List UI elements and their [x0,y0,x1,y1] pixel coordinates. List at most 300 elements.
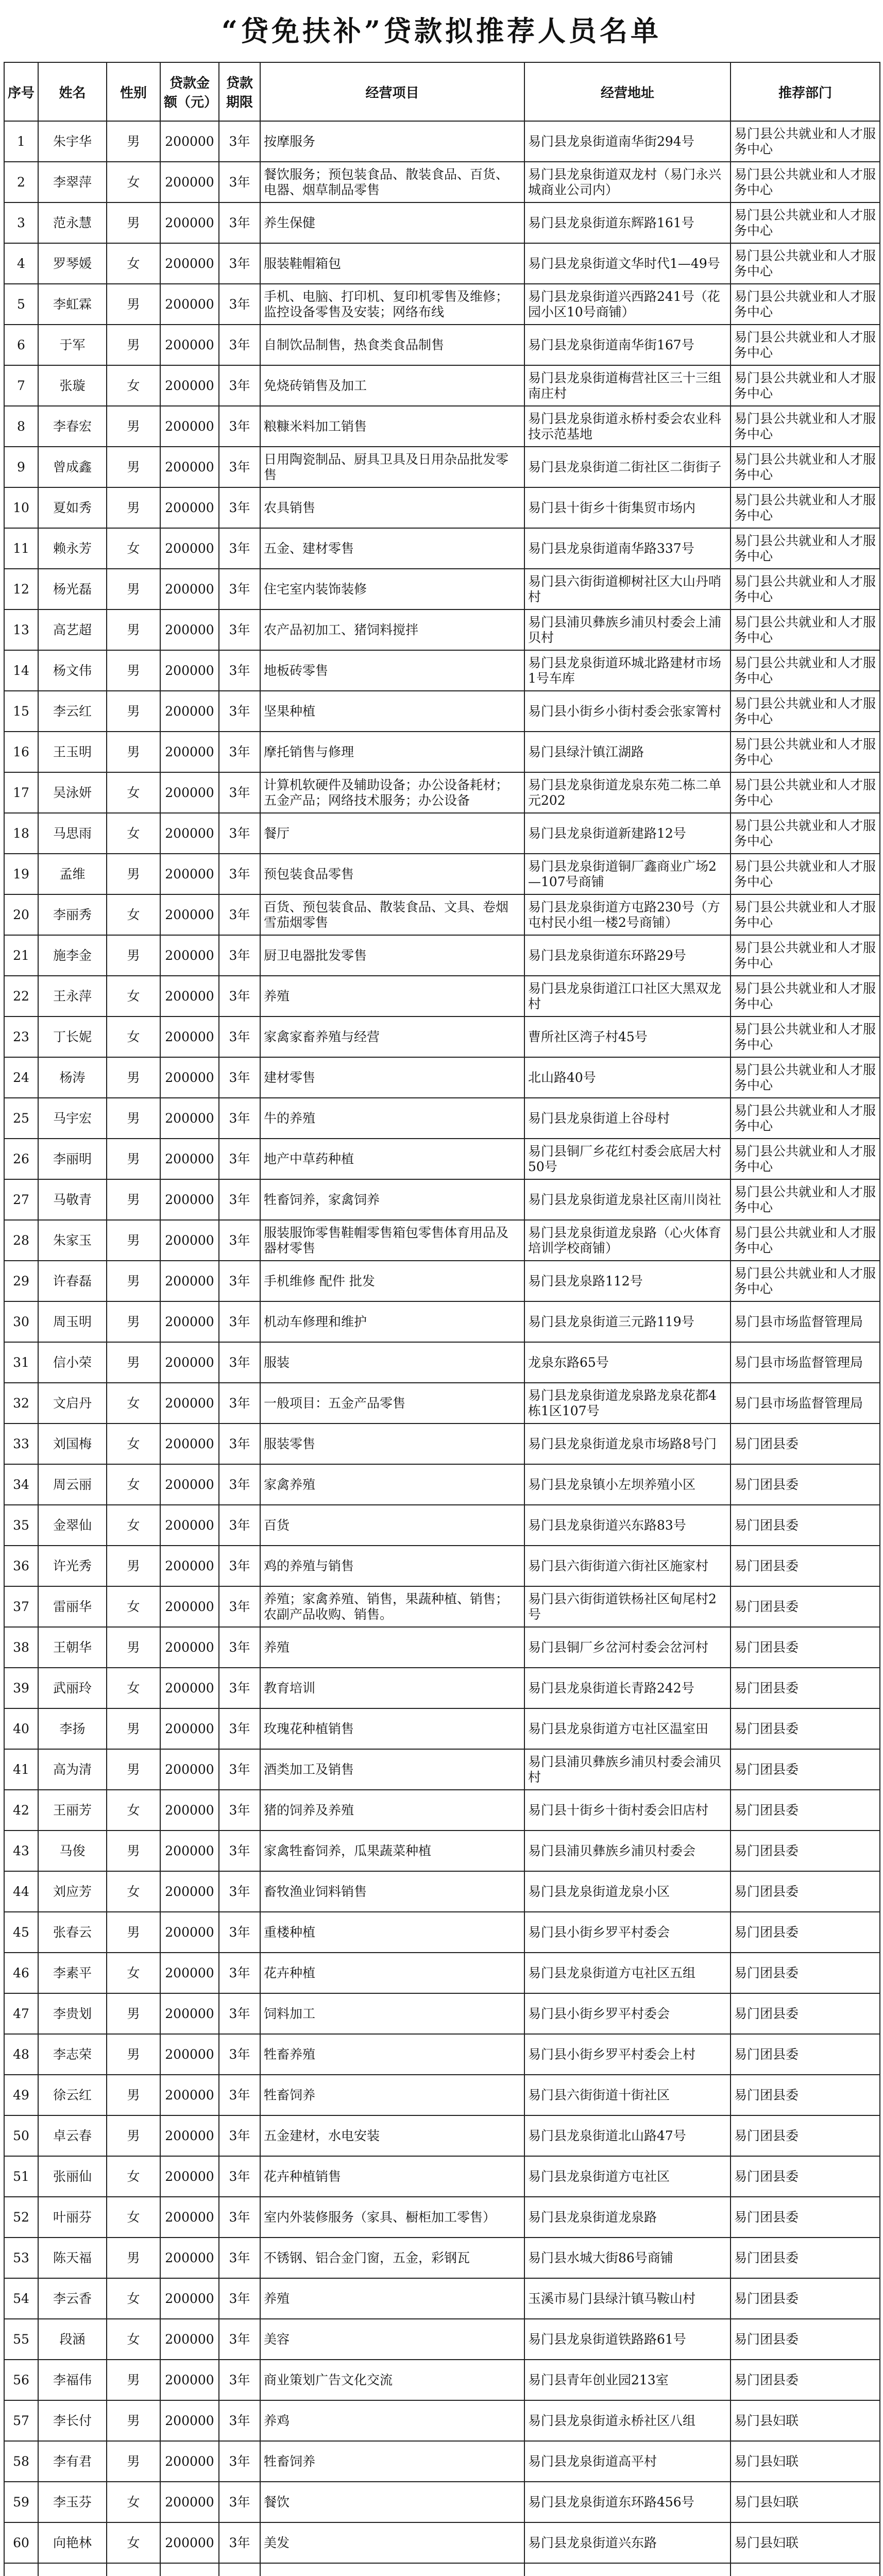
cell-gender: 男 [107,609,160,650]
cell-business: 玫瑰花种植销售 [260,1708,524,1749]
cell-term: 3年 [219,2156,260,2197]
cell-index: 52 [4,2197,38,2238]
cell-department: 易门县公共就业和人才服务中心 [731,1098,880,1139]
cell-amount: 200000 [160,1179,219,1220]
cell-amount: 200000 [160,528,219,569]
table-row [4,447,880,487]
cell-address [524,2563,731,2576]
cell-name: 罗琴媛 [38,243,107,284]
cell-name: 李春宏 [38,406,107,447]
cell-gender: 女 [107,1464,160,1505]
cell-gender: 男 [107,1627,160,1668]
cell-index: 19 [4,854,38,894]
cell-term: 3年 [219,2482,260,2522]
cell-term: 3年 [219,2522,260,2563]
cell-department: 易门县公共就业和人才服务中心 [731,1220,880,1261]
cell-index: 60 [4,2522,38,2563]
cell-gender: 男 [107,1912,160,1953]
cell-business: 养殖 [260,2278,524,2319]
cell-term: 3年 [219,854,260,894]
cell-amount: 200000 [160,854,219,894]
table-row [4,813,880,854]
cell-gender: 男 [107,691,160,732]
cell-address: 易门县龙泉镇小左坝养殖小区 [524,1464,731,1505]
cell-amount: 200000 [160,1953,219,1993]
cell-department: 易门团县委 [731,1993,880,2034]
cell-address: 易门县龙泉路112号 [524,1261,731,1301]
header-business: 经营项目 [260,62,524,121]
cell-gender: 男 [107,1546,160,1586]
cell-department: 易门县妇联 [731,2522,880,2563]
cell-index: 56 [4,2360,38,2400]
cell-name: 李虹霖 [38,284,107,325]
cell-gender: 女 [107,976,160,1016]
cell-business: 坚果种植 [260,691,524,732]
cell-name: 李贵划 [38,1993,107,2034]
cell-name: 施李金 [38,935,107,976]
cell-index: 14 [4,650,38,691]
cell-term: 3年 [219,1098,260,1139]
cell-address: 易门县小街乡小街村委会张家箐村 [524,691,731,732]
cell-name: 许春磊 [38,1261,107,1301]
cell-department: 易门县公共就业和人才服务中心 [731,650,880,691]
cell-term: 3年 [219,1261,260,1301]
cell-name: 徐云红 [38,2075,107,2115]
cell-index [4,2563,38,2576]
table-row [4,1790,880,1831]
cell-department: 易门团县委 [731,1912,880,1953]
cell-address: 易门县龙泉街道方屯社区温室田 [524,1708,731,1749]
cell-gender: 男 [107,1749,160,1790]
cell-gender: 男 [107,406,160,447]
table-row [4,1627,880,1668]
cell-address: 易门县龙泉街道东环路456号 [524,2482,731,2522]
cell-address: 易门县龙泉街道龙泉社区南川岗社 [524,1179,731,1220]
cell-address: 易门县龙泉街道梅营社区三十三组南庄村 [524,365,731,406]
cell-amount: 200000 [160,2360,219,2400]
cell-index: 28 [4,1220,38,1261]
cell-address: 易门县龙泉街道南华路337号 [524,528,731,569]
cell-business: 五金、建材零售 [260,528,524,569]
cell-department: 易门团县委 [731,1464,880,1505]
table-row [4,650,880,691]
cell-name: 王玉明 [38,732,107,772]
cell-address: 易门县龙泉街道方屯路230号（方屯村民小组一楼2号商铺） [524,894,731,935]
cell-amount: 200000 [160,2319,219,2360]
cell-gender: 女 [107,243,160,284]
cell-index: 48 [4,2034,38,2075]
cell-name [38,2563,107,2576]
cell-amount: 200000 [160,2400,219,2441]
table-row [4,365,880,406]
cell-department: 易门县公共就业和人才服务中心 [731,1139,880,1179]
cell-department: 易门团县委 [731,2197,880,2238]
cell-term: 3年 [219,2319,260,2360]
cell-name: 张璇 [38,365,107,406]
cell-index: 51 [4,2156,38,2197]
cell-business: 百货、预包装食品、散装食品、文具、卷烟雪茄烟零售 [260,894,524,935]
cell-term: 3年 [219,1668,260,1708]
cell-index: 8 [4,406,38,447]
cell-department: 易门县市场监督管理局 [731,1342,880,1383]
cell-business: 服装服饰零售鞋帽零售箱包零售体育用品及器材零售 [260,1220,524,1261]
cell-business: 服装零售 [260,1423,524,1464]
cell-gender: 男 [107,487,160,528]
cell-index: 25 [4,1098,38,1139]
table-row [4,1464,880,1505]
cell-address: 易门县龙泉街道兴东路 [524,2522,731,2563]
cell-term: 3年 [219,162,260,202]
cell-name: 吴泳妍 [38,772,107,813]
cell-term: 3年 [219,1301,260,1342]
cell-business: 住宅室内装饰装修 [260,569,524,609]
table-row [4,2156,880,2197]
cell-term: 3年 [219,1505,260,1546]
cell-index: 18 [4,813,38,854]
cell-index: 58 [4,2441,38,2482]
table-row [4,1831,880,1871]
table-row [4,2319,880,2360]
cell-address: 易门县铜厂乡岔河村委会岔河村 [524,1627,731,1668]
cell-term: 3年 [219,1423,260,1464]
table-row [4,772,880,813]
cell-amount: 200000 [160,1016,219,1057]
cell-address: 易门县小街乡罗平村委会 [524,1912,731,1953]
cell-name: 张丽仙 [38,2156,107,2197]
cell-index: 10 [4,487,38,528]
cell-name: 王丽芳 [38,1790,107,1831]
cell-amount: 200000 [160,772,219,813]
table-row [4,2034,880,2075]
cell-department: 易门县公共就业和人才服务中心 [731,894,880,935]
cell-business: 畜牧渔业饲料销售 [260,1871,524,1912]
cell-department: 易门县公共就业和人才服务中心 [731,325,880,365]
cell-department: 易门县妇联 [731,2400,880,2441]
cell-index: 24 [4,1057,38,1098]
cell-department: 易门团县委 [731,2115,880,2156]
cell-address: 易门县龙泉街道方屯社区五组 [524,1953,731,1993]
cell-amount: 200000 [160,813,219,854]
table-row [4,1586,880,1627]
cell-business: 美容 [260,2319,524,2360]
cell-amount: 200000 [160,1261,219,1301]
cell-business: 鸡的养殖与销售 [260,1546,524,1586]
cell-business: 养鸡 [260,2400,524,2441]
cell-address: 易门县龙泉街道双龙村（易门永兴城商业公司内） [524,162,731,202]
cell-gender: 男 [107,2441,160,2482]
cell-term: 3年 [219,772,260,813]
cell-business: 养殖 [260,976,524,1016]
header-amount: 贷款金额（元） [160,62,219,121]
cell-name: 张春云 [38,1912,107,1953]
cell-business: 美发 [260,2522,524,2563]
cell-department: 易门团县委 [731,1668,880,1708]
cell-gender: 男 [107,1220,160,1261]
recommendation-table [4,62,880,2576]
table-row [4,1383,880,1423]
cell-term: 3年 [219,894,260,935]
header-name: 姓名 [38,62,107,121]
cell-amount: 200000 [160,894,219,935]
cell-amount: 200000 [160,1464,219,1505]
cell-amount: 200000 [160,2482,219,2522]
cell-business: 酒类加工及销售 [260,1749,524,1790]
table-row [4,2197,880,2238]
table-row [4,1261,880,1301]
cell-gender: 女 [107,2156,160,2197]
cell-department: 易门团县委 [731,1831,880,1871]
cell-address: 易门县龙泉街道龙泉路 [524,2197,731,2238]
cell-address: 易门县龙泉街道江口社区大黑双龙村 [524,976,731,1016]
cell-amount: 200000 [160,1057,219,1098]
cell-department: 易门县公共就业和人才服务中心 [731,284,880,325]
cell-amount: 200000 [160,1098,219,1139]
cell-term: 3年 [219,365,260,406]
cell-gender: 男 [107,325,160,365]
cell-name: 孟维 [38,854,107,894]
cell-amount: 200000 [160,2522,219,2563]
cell-name: 周云丽 [38,1464,107,1505]
cell-department: 易门县公共就业和人才服务中心 [731,609,880,650]
cell-term: 3年 [219,813,260,854]
cell-index: 29 [4,1261,38,1301]
table-row [4,732,880,772]
cell-address: 曹所社区湾子村45号 [524,1016,731,1057]
cell-gender: 男 [107,2034,160,2075]
cell-address: 易门县铜厂乡花红村委会底居大村50号 [524,1139,731,1179]
cell-business: 地板砖零售 [260,650,524,691]
cell-term: 3年 [219,976,260,1016]
cell-term: 3年 [219,1912,260,1953]
cell-department: 易门县公共就业和人才服务中心 [731,935,880,976]
cell-name: 李丽明 [38,1139,107,1179]
cell-business: 地产中草药种植 [260,1139,524,1179]
table-row [4,2075,880,2115]
cell-department: 易门县公共就业和人才服务中心 [731,243,880,284]
cell-amount: 200000 [160,650,219,691]
table-row [4,1139,880,1179]
cell-address: 易门县龙泉街道龙泉小区 [524,1871,731,1912]
cell-term: 3年 [219,2115,260,2156]
cell-index: 43 [4,1831,38,1871]
cell-amount: 200000 [160,1139,219,1179]
cell-term: 3年 [219,1708,260,1749]
cell-name: 雷丽华 [38,1586,107,1627]
cell-gender: 男 [107,1708,160,1749]
table-row [4,1342,880,1383]
cell-term: 3年 [219,1383,260,1423]
cell-term: 3年 [219,1790,260,1831]
cell-department: 易门县公共就业和人才服务中心 [731,365,880,406]
cell-name: 曾成鑫 [38,447,107,487]
cell-index: 26 [4,1139,38,1179]
cell-address: 易门县龙泉街道铁路路61号 [524,2319,731,2360]
cell-name: 杨涛 [38,1057,107,1098]
cell-department: 易门团县委 [731,2319,880,2360]
cell-business: 花卉种植 [260,1953,524,1993]
cell-term: 3年 [219,406,260,447]
cell-term: 3年 [219,1627,260,1668]
cell-term: 3年 [219,1179,260,1220]
table-row [4,1749,880,1790]
cell-business: 重楼种植 [260,1912,524,1953]
cell-business: 按摩服务 [260,121,524,162]
cell-term: 3年 [219,243,260,284]
cell-amount: 200000 [160,1668,219,1708]
cell-index: 49 [4,2075,38,2115]
cell-name: 马俊 [38,1831,107,1871]
cell-index: 47 [4,1993,38,2034]
table-row [4,121,880,162]
cell-term: 3年 [219,2400,260,2441]
cell-index: 11 [4,528,38,569]
cell-index: 57 [4,2400,38,2441]
cell-gender: 女 [107,813,160,854]
cell-department: 易门县公共就业和人才服务中心 [731,202,880,243]
cell-gender: 男 [107,121,160,162]
cell-name: 李长付 [38,2400,107,2441]
cell-business: 牲畜养殖 [260,2034,524,2075]
cell-gender: 男 [107,1831,160,1871]
cell-business: 教育培训 [260,1668,524,1708]
cell-amount: 200000 [160,1423,219,1464]
cell-address: 易门县龙泉街道龙泉路（心火体育培训学校商铺） [524,1220,731,1261]
cell-name: 金翠仙 [38,1505,107,1546]
table-row [4,1871,880,1912]
cell-name: 李扬 [38,1708,107,1749]
cell-name: 段涵 [38,2319,107,2360]
header-index: 序号 [4,62,38,121]
cell-amount: 200000 [160,1220,219,1261]
cell-gender: 女 [107,1871,160,1912]
table-row [4,487,880,528]
cell-term: 3年 [219,1057,260,1098]
cell-address: 易门县绿汁镇江湖路 [524,732,731,772]
cell-address: 易门县龙泉街道铜厂鑫商业广场2—107号商铺 [524,854,731,894]
cell-index: 15 [4,691,38,732]
cell-index: 12 [4,569,38,609]
cell-gender: 男 [107,854,160,894]
cell-business: 牲畜饲养，家禽饲养 [260,1179,524,1220]
cell-name: 王永萍 [38,976,107,1016]
cell-gender: 男 [107,569,160,609]
cell-gender: 男 [107,1993,160,2034]
cell-amount: 200000 [160,1831,219,1871]
cell-amount: 200000 [160,2156,219,2197]
table-row [4,2278,880,2319]
cell-name: 李云香 [38,2278,107,2319]
cell-business: 养生保健 [260,202,524,243]
cell-department: 易门县公共就业和人才服务中心 [731,691,880,732]
cell-gender: 女 [107,1953,160,1993]
cell-address: 易门县六街街道十街社区 [524,2075,731,2115]
cell-business: 养殖 [260,1627,524,1668]
cell-department: 易门团县委 [731,1627,880,1668]
cell-address: 易门县六街街道六街社区施家村 [524,1546,731,1586]
table-row [4,1953,880,1993]
cell-business: 自制饮品制售，热食类食品制售 [260,325,524,365]
cell-department: 易门团县委 [731,2278,880,2319]
cell-department: 易门县公共就业和人才服务中心 [731,772,880,813]
table-row [4,2522,880,2563]
cell-business: 百货 [260,1505,524,1546]
cell-index: 22 [4,976,38,1016]
cell-business: 服装 [260,1342,524,1383]
cell-business: 机动车修理和维护 [260,1301,524,1342]
cell-index: 4 [4,243,38,284]
table-row [4,691,880,732]
cell-amount: 200000 [160,1749,219,1790]
cell-department: 易门县公共就业和人才服务中心 [731,732,880,772]
cell-name: 叶丽芬 [38,2197,107,2238]
cell-gender: 男 [107,1342,160,1383]
cell-address: 易门县龙泉街道长青路242号 [524,1668,731,1708]
cell-amount: 200000 [160,243,219,284]
cell-name: 马敬青 [38,1179,107,1220]
cell-gender: 女 [107,1383,160,1423]
cell-name: 刘应芳 [38,1871,107,1912]
cell-name: 李云红 [38,691,107,732]
cell-gender: 男 [107,650,160,691]
cell-name: 杨光磊 [38,569,107,609]
cell-amount: 200000 [160,365,219,406]
cell-term: 3年 [219,732,260,772]
cell-address: 易门县龙泉街道南华街167号 [524,325,731,365]
cell-department: 易门团县委 [731,2075,880,2115]
cell-department: 易门县公共就业和人才服务中心 [731,162,880,202]
cell-business: 厨卫电器批发零售 [260,935,524,976]
cell-gender: 男 [107,2115,160,2156]
cell-department: 易门县公共就业和人才服务中心 [731,1261,880,1301]
cell-name: 李有君 [38,2441,107,2482]
cell-business: 免烧砖销售及加工 [260,365,524,406]
cell-business: 牲畜饲养 [260,2075,524,2115]
cell-index: 54 [4,2278,38,2319]
table-row [4,2563,880,2576]
cell-address: 易门县龙泉街道二街社区二街街子 [524,447,731,487]
cell-address: 易门县龙泉街道文华时代1—49号 [524,243,731,284]
cell-index: 7 [4,365,38,406]
cell-name: 陈天福 [38,2238,107,2278]
document-title: “贷免扶补”贷款拟推荐人员名单 [221,14,662,47]
cell-gender: 女 [107,894,160,935]
cell-term: 3年 [219,1464,260,1505]
cell-index: 23 [4,1016,38,1057]
cell-business: 手机、电脑、打印机、复印机零售及维修；监控设备零售及安装；网络布线 [260,284,524,325]
cell-gender: 男 [107,2238,160,2278]
cell-department: 易门团县委 [731,2360,880,2400]
cell-business: 农产品初加工、猪饲料搅拌 [260,609,524,650]
cell-business: 花卉种植销售 [260,2156,524,2197]
cell-gender: 女 [107,528,160,569]
cell-amount: 200000 [160,2278,219,2319]
cell-index: 13 [4,609,38,650]
cell-department: 易门县公共就业和人才服务中心 [731,121,880,162]
cell-name: 卓云春 [38,2115,107,2156]
cell-name: 夏如秀 [38,487,107,528]
cell-name: 李志荣 [38,2034,107,2075]
cell-gender: 男 [107,1098,160,1139]
cell-name: 李素平 [38,1953,107,1993]
cell-amount: 200000 [160,2115,219,2156]
cell-amount: 200000 [160,2075,219,2115]
cell-term: 3年 [219,2197,260,2238]
cell-index: 3 [4,202,38,243]
cell-department: 易门团县委 [731,1953,880,1993]
cell-index: 38 [4,1627,38,1668]
cell-name: 于军 [38,325,107,365]
cell-term: 3年 [219,935,260,976]
